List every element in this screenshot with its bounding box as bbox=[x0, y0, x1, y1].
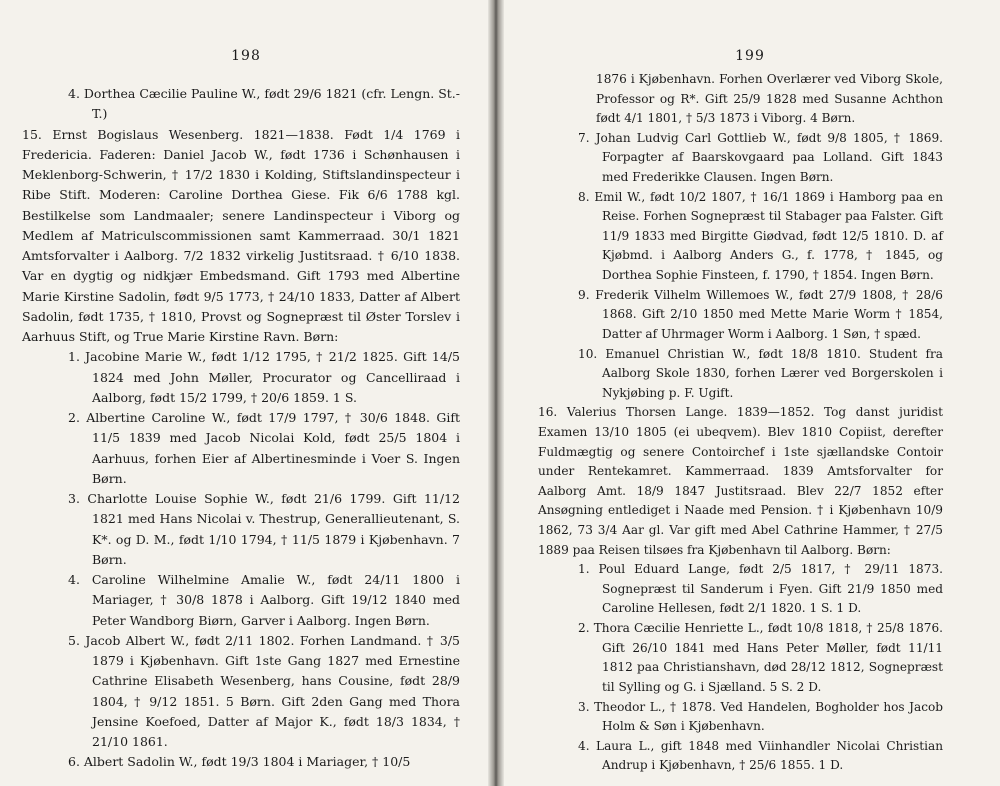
entry-paragraph: 4. Laura L., gift 1848 med Viinhandler Nicolai Christian Andrup i Kjøbenhavn, † 25/6 1855. 1 D. bbox=[578, 738, 943, 773]
entry-paragraph: 9. Frederik Vilhelm Willemoes W., født 27/9 1808, † 28/6 1868. Gift 2/10 1850 med Mette Marie Worm † 1854, Datter af Uhrmager Worm i Aalborg. 1 Søn, † spæd. bbox=[578, 287, 943, 341]
entry-paragraph: 4. Dorthea Cæcilie Pauline W., født 29/6 1821 (cfr. Lengn. St.-T.) bbox=[68, 86, 460, 122]
entry-paragraph: 7. Johan Ludvig Carl Gottlieb W., født 9/8 1805, † 1869. Forpagter af Baarskovgaard paa Lolland. Gift 1843 med Frederikke Clausen. Ingen Børn. bbox=[578, 130, 943, 185]
entry-paragraph: 1. Poul Eduard Lange, født 2/5 1817, † 29/11 1873. Sognepræst til Sanderum i Fyen. Gift 21/9 1850 med Caroline Hellesen, født 2/1 1820. 1 S. 1 D. bbox=[578, 562, 943, 616]
book-gutter bbox=[488, 0, 504, 786]
entry-paragraph: 8. Emil W., født 10/2 1807, † 16/1 1869 i Hamborg paa en Reise. Forhen Sognepræst til Stabager paa Falster. Gift 11/9 1833 med Birgitte Giødvad, født 12/5 1810. D. af Kjøbmd. i Aalborg Anders G., f. 1778, † 1845, og Dorthea Sophie Finsteen, f. 1790, † 1854. Ingen Børn. bbox=[578, 189, 943, 283]
entry-paragraph: 10. Emanuel Christian W., født 18/8 1810. Student fra Aalborg Skole 1830, forhen Lærer ved Borgerskolen i Nykjøbing p. F. Ugift. bbox=[578, 346, 943, 400]
entry-paragraph: 1876 i Kjøbenhavn. Forhen Overlærer ved Viborg Skole, Professor og R*. Gift 25/9 1828 med Susanne Achthon født 4/1 1801, † 5/3 1873 i Viborg. 4 Børn. bbox=[596, 72, 943, 126]
page-number-left: 198 bbox=[231, 48, 261, 64]
entry-paragraph: 4. Caroline Wilhelmine Amalie W., født 24/11 1800 i Mariager, † 30/8 1878 i Aalborg. Gift 19/12 1840 med Peter Wandborg Biørn, Garver i Aalborg. Ingen Børn. bbox=[68, 572, 460, 628]
entry-paragraph: 3. Charlotte Louise Sophie W., født 21/6 1799. Gift 11/12 1821 med Hans Nicolai v. Thestrup, Generallieutenant, S. K*. og D. M., født 1/10 1794, † 11/5 1879 i Kjøbenhavn. 7 Børn. bbox=[68, 491, 460, 567]
entry-paragraph: 6. Albert Sadolin W., født 19/3 1804 i Mariager, † 10/5 bbox=[68, 754, 411, 770]
entry-paragraph: 16. Valerius Thorsen Lange. 1839—1852. Tog danst juridist Examen 13/10 1805 (ei ubeqvem). Blev 1810 Copiist, derefter Fuldmægtig og senere Contoirchef i 1ste sjællandske Contoir under Rentekamret. Kammerraad. 1839 Amtsforvalter for Aalborg Amt. 18/9 1847 Justitsraad. Blev 22/7 1852 efter Ansøgning entlediget i Naade med Pension. † i Kjøbenhavn 10/9 1862, 73 3/4 Aar gl. Var gift med Abel Cathrine Hammer, † 27/5 1889 paa Reisen tilsøes fra Kjøbenhavn til Aalborg. Børn: bbox=[538, 405, 943, 557]
entry-paragraph: 5. Jacob Albert W., født 2/11 1802. Forhen Landmand. † 3/5 1879 i Kjøbenhavn. Gift 1ste Gang 1827 med Ernestine Cathrine Elisabeth Wesenberg, hans Cousine, født 28/9 1804, † 9/12 1851. 5 Børn. Gift 2den Gang med Thora Jensine Koefoed, Datter af Major K., født 18/3 1834, † 21/10 1861. bbox=[68, 632, 460, 749]
entry-paragraph: 2. Thora Cæcilie Henriette L., født 10/8 1818, † 25/8 1876. Gift 26/10 1841 med Hans Peter Møller, født 11/11 1812 paa Christianshavn, død 28/12 1812, Sognepræst til Sylling og G. i Sjælland. 5 S. 2 D. bbox=[578, 621, 943, 694]
entry-paragraph: 15. Ernst Bogislaus Wesenberg. 1821—1838. Født 1/4 1769 i Fredericia. Faderen: Daniel Jacob W., født 1736 i Schønhausen i Meklenborg-Schwerin, † 17/2 1830 i Kolding, Stiftslandinspecteur i Ribe Stift. Moderen: Caroline Dorthea Giese. Fik 6/6 1788 kgl. Bestilkelse som Landmaaler; senere Landinspecteur i Viborg og Medlem af Matriculscommissionen samt Kammerraad. 30/1 1821 Amtsforvalter i Aalborg. 7/2 1832 virkelig Justitsraad. † 6/10 1838. Var en dygtig og nidkjær Embedsmand. Gift 1793 med Albertine Marie Kirstine Sadolin, født 9/5 1773, † 24/10 1833, Datter af Albert Sadolin, født 1735, † 1810, Provst og Sognepræst til Øster Torslev i Aarhuus Stift, og True Marie Kirstine Ravn. Børn: bbox=[22, 126, 460, 344]
entry-paragraph: 3. Theodor L., † 1878. Ved Handelen, Bogholder hos Jacob Holm & Søn i Kjøbenhavn. bbox=[578, 699, 943, 734]
entry-paragraph: 2. Albertine Caroline W., født 17/9 1797, † 30/6 1848. Gift 11/5 1839 med Jacob Nicolai Kold, født 25/5 1804 i Aarhuus, forhen Eier af Albertinesminde i Voer S. Ingen Børn. bbox=[68, 410, 460, 486]
page-number-right: 199 bbox=[735, 48, 765, 64]
left-text-column bbox=[22, 84, 460, 773]
right-text-column bbox=[538, 70, 943, 776]
entry-paragraph: 1. Jacobine Marie W., født 1/12 1795, † 21/2 1825. Gift 14/5 1824 med John Møller, Procurator og Cancelliraad i Aalborg, født 15/2 1799, † 20/6 1859. 1 S. bbox=[68, 349, 460, 405]
